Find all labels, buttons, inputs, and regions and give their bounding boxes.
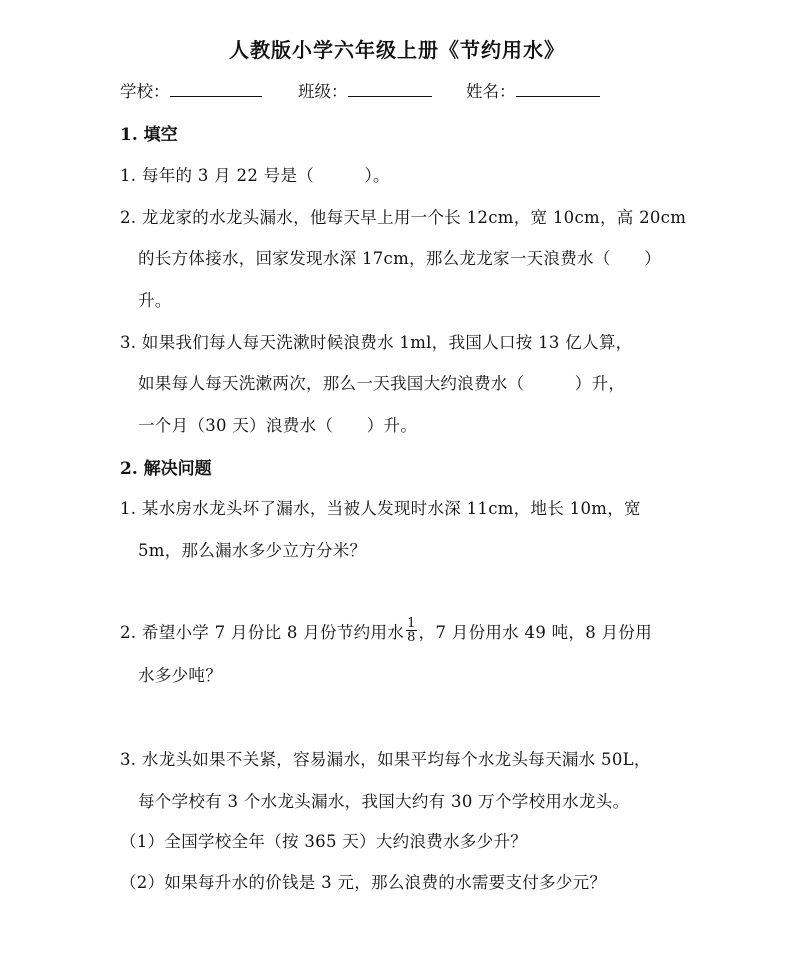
- fill-question-2-line-2: 的长方体接水，回家发现水深 17cm，那么龙龙家一天浪费水（ ）: [138, 249, 662, 268]
- problem-2-text-before: 2. 希望小学 7 月份比 8 月份节约用水: [120, 623, 405, 642]
- problem-3-subquestion-1: （1）全国学校全年（按 365 天）大约浪费水多少升？: [120, 832, 528, 851]
- name-blank[interactable]: [516, 79, 600, 97]
- class-label: 班级：: [298, 82, 348, 101]
- problem-1-line-1: 1. 某水房水龙头坏了漏水，当被人发现时水深 11cm，地长 10m，宽: [120, 499, 641, 518]
- fill-question-2-line-3: 升。: [138, 291, 172, 310]
- section-heading-fill-in: 1. 填空: [120, 125, 178, 145]
- page-title: 人教版小学六年级上册《节约用水》: [229, 38, 565, 62]
- fill-question-3-line-2: 如果每人每天洗漱两次，那么一天我国大约浪费水（ ）升，: [138, 374, 626, 393]
- fraction-numerator: 1: [407, 616, 416, 631]
- fraction-denominator: 8: [407, 630, 416, 645]
- fill-question-1: 1. 每年的 3 月 22 号是（ ）。: [120, 166, 390, 185]
- class-field: [298, 78, 432, 102]
- school-label: 学校：: [120, 82, 170, 101]
- name-field: [466, 78, 600, 102]
- name-label: 姓名：: [466, 82, 516, 101]
- class-blank[interactable]: [348, 79, 432, 97]
- fill-question-3-line-1: 3. 如果我们每人每天洗漱时候浪费水 1ml，我国人口按 13 亿人算，: [120, 333, 633, 352]
- fraction-one-eighth: [406, 617, 417, 644]
- problem-2-line-1: [120, 616, 653, 647]
- fill-question-3-line-3: 一个月（30 天）浪费水（ ）升。: [138, 416, 418, 435]
- problem-3-line-1: 3. 水龙头如果不关紧，容易漏水，如果平均每个水龙头每天漏水 50L，: [120, 750, 651, 769]
- school-field: [120, 78, 262, 102]
- problem-2-line-2: 水多少吨？: [138, 666, 222, 685]
- section-heading-problems: 2. 解决问题: [120, 459, 212, 479]
- problem-2-text-after: ，7 月份用水 49 吨，8 月份用: [418, 623, 653, 642]
- problem-3-subquestion-2: （2）如果每升水的价钱是 3 元，那么浪费的水需要支付多少元？: [120, 873, 607, 892]
- problem-3-line-2: 每个学校有 3 个水龙头漏水，我国大约有 30 万个学校用水龙头。: [138, 792, 630, 811]
- problem-1-line-2: 5m，那么漏水多少立方分米？: [138, 541, 367, 560]
- school-blank[interactable]: [170, 79, 262, 97]
- fill-question-2-line-1: 2. 龙龙家的水龙头漏水，他每天早上用一个长 12cm，宽 10cm，高 20cm: [120, 208, 687, 227]
